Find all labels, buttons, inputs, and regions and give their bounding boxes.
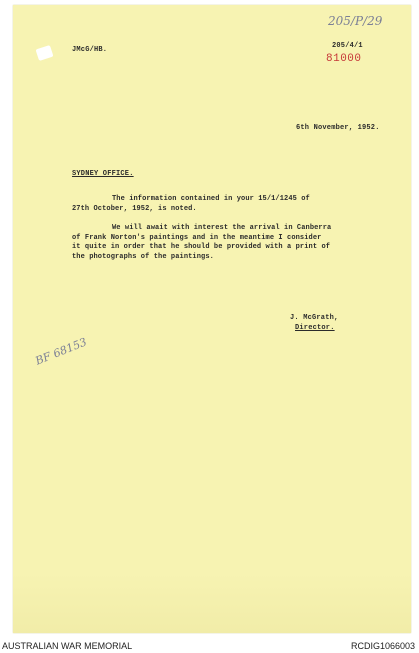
file-reference: 205/4/1	[332, 42, 363, 50]
letter-date: 6th November, 1952.	[296, 124, 380, 132]
reference-initials: JMcG/HB.	[72, 46, 108, 54]
signature-name: J. McGrath,	[290, 314, 339, 322]
paragraph-2-line: it quite in order that he should be provided with a print of	[72, 243, 331, 252]
paragraph-1	[72, 195, 310, 214]
red-stamp-number: 81000	[326, 53, 362, 65]
signature-title: Director.	[295, 324, 335, 332]
footer-record-id: RCDIG1066003	[350, 641, 415, 651]
paragraph-2-line: We will await with interest the arrival in Canberra	[112, 224, 332, 232]
footer-institution: AUSTRALIAN WAR MEMORIAL	[2, 641, 133, 651]
margin-annotation: BF 68153	[33, 335, 89, 368]
paragraph-1-line: The information contained in your 15/1/1245 of	[112, 195, 310, 203]
handwritten-reference: 205/P/29	[328, 14, 383, 28]
document-page	[13, 5, 411, 633]
paragraph-2-line: of Frank Norton's paintings and in the meantime I consider	[72, 233, 322, 242]
paragraph-1-line: 27th October, 1952, is noted.	[72, 204, 197, 213]
addressee: SYDNEY OFFICE.	[72, 170, 134, 178]
paragraph-2	[72, 224, 331, 262]
paragraph-2-line: the photographs of the paintings.	[72, 252, 214, 261]
